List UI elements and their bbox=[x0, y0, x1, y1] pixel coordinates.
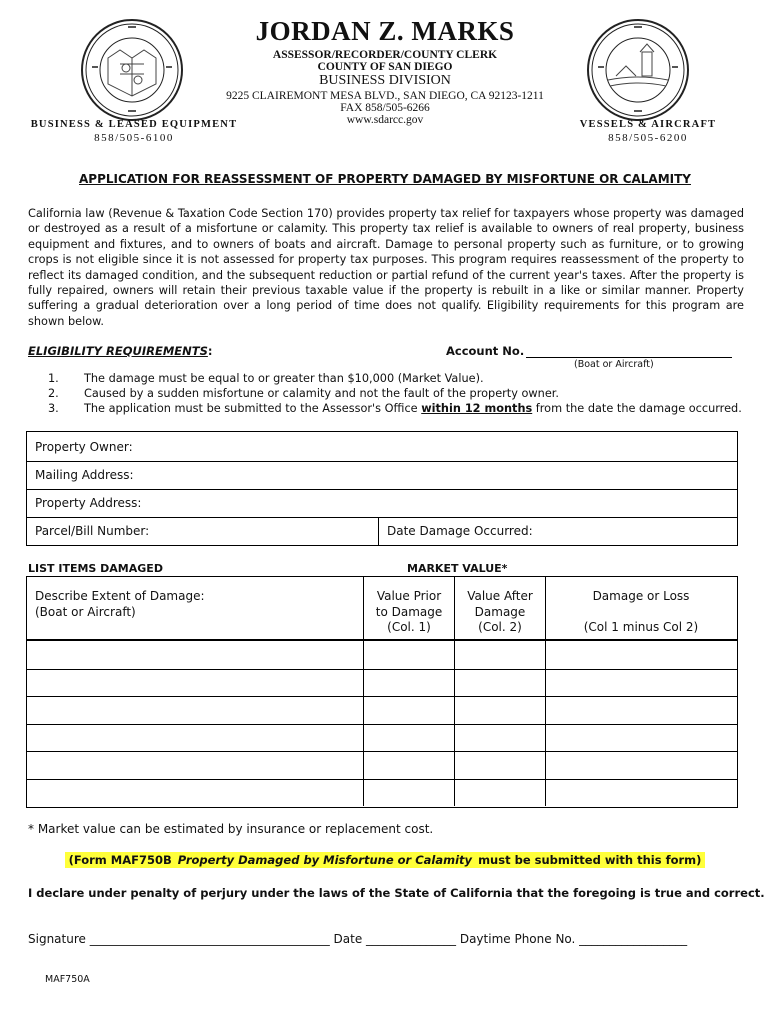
county-name: COUNTY OF SAN DIEGO bbox=[317, 61, 453, 73]
requirement-number: 2. bbox=[48, 387, 59, 400]
account-number-field[interactable] bbox=[526, 357, 732, 358]
requirement-text bbox=[84, 402, 742, 415]
property-address-label: Property Address: bbox=[35, 496, 142, 510]
table-row[interactable] bbox=[27, 696, 737, 725]
table-row[interactable] bbox=[27, 751, 737, 780]
requirement-text: Caused by a sudden misfortune or calamity and not the fault of the property owner. bbox=[84, 387, 559, 400]
list-items-label: LIST ITEMS DAMAGED bbox=[28, 562, 163, 575]
table-row[interactable] bbox=[27, 641, 737, 670]
date-damage-label: Date Damage Occurred: bbox=[387, 524, 533, 538]
market-value-label: MARKET VALUE* bbox=[407, 562, 508, 575]
notice-post: must be submitted with this form) bbox=[474, 853, 702, 867]
form-requirement-notice bbox=[0, 853, 770, 867]
damage-loss-header-line: (Col 1 minus Col 2) bbox=[583, 619, 699, 634]
requirement-number: 3. bbox=[48, 402, 59, 415]
intro-paragraph: California law (Revenue & Taxation Code Section 170) provides property tax relief for taxpayers whose property was damaged or destroyed as a result of a misfortune or calamity. This property tax relief is available to owners of real property, business equipment and fixtures, and to owners of boats and aircraft. Damage to personal property such as furniture, or to growing crops is not eligible since it is not assessed for property tax purposes. This program requires reassessment of the property to reflect its damaged condition, and the subsequent reduction or partial refund of the current year's taxes. After the property is fully repaired, owners will retain their previous taxable value if the property is rebuilt in a like or similar manner. Property suffering a gradual deterioration over a long period of time does not qualify. Eligibility requirements for this program are shown below. bbox=[28, 207, 744, 328]
requirement-text-pre: The application must be submitted to the Assessor's Office bbox=[84, 402, 422, 415]
form-number: MAF750A bbox=[45, 974, 90, 985]
assessor-title: ASSESSOR/RECORDER/COUNTY CLERK bbox=[272, 49, 498, 61]
value-after-header-line: Damage bbox=[474, 604, 526, 619]
business-equipment-phone: 858/505-6100 bbox=[94, 132, 174, 144]
describe-header bbox=[35, 589, 205, 620]
requirement-deadline: within 12 months bbox=[421, 402, 533, 415]
notice-pre: (Form MAF750B bbox=[68, 853, 176, 867]
value-after-header-line: (Col. 2) bbox=[478, 620, 522, 634]
value-after-header bbox=[455, 589, 545, 636]
website[interactable]: www.sdarcc.gov bbox=[346, 114, 424, 126]
eligibility-colon: : bbox=[207, 344, 213, 358]
parcel-divider bbox=[378, 517, 379, 545]
office-address: 9225 CLAIREMONT MESA BLVD., SAN DIEGO, CA 92123-1211 bbox=[226, 90, 544, 102]
describe-header-line: Describe Extent of Damage: bbox=[35, 589, 205, 603]
business-equipment-title: BUSINESS & LEASED EQUIPMENT bbox=[30, 119, 238, 130]
signature-line[interactable]: Signature ________________________________________ Date _______________ Daytime Phone No. __________________ bbox=[28, 932, 688, 946]
value-prior-header-line: (Col. 1) bbox=[387, 620, 431, 634]
eligibility-heading: ELIGIBILITY REQUIREMENTS bbox=[28, 344, 208, 358]
notice-form-name: Property Damaged by Misfortune or Calamity bbox=[177, 853, 473, 867]
requirement-text-post: from the date the damage occurred. bbox=[532, 402, 742, 415]
value-prior-header-line: Value Prior bbox=[376, 589, 442, 603]
table-header bbox=[27, 577, 737, 641]
division-name: BUSINESS DIVISION bbox=[319, 73, 451, 88]
requirement-text: The damage must be equal to or greater than $10,000 (Market Value). bbox=[84, 372, 484, 385]
mailing-address-row[interactable] bbox=[27, 461, 737, 490]
value-after-header-line: Value After bbox=[467, 589, 533, 603]
table-row[interactable] bbox=[27, 779, 737, 807]
damage-loss-header bbox=[546, 589, 736, 635]
property-info-box bbox=[26, 431, 738, 546]
vessels-aircraft-phone: 858/505-6200 bbox=[608, 132, 688, 144]
damage-loss-header-line: Damage or Loss bbox=[592, 589, 690, 603]
assessor-name: JORDAN Z. MARKS bbox=[255, 16, 515, 46]
parcel-number-label: Parcel/Bill Number: bbox=[35, 524, 150, 538]
perjury-declaration: I declare under penalty of perjury under the laws of the State of California that the foregoing is true and correct. bbox=[28, 886, 765, 900]
market-value-footnote: * Market value can be estimated by insurance or replacement cost. bbox=[28, 822, 434, 836]
damaged-items-table bbox=[26, 576, 738, 808]
describe-header-line: (Boat or Aircraft) bbox=[35, 604, 136, 619]
table-row[interactable] bbox=[27, 669, 737, 698]
value-prior-header-line: to Damage bbox=[375, 604, 443, 619]
account-note: (Boat or Aircraft) bbox=[574, 359, 654, 370]
form-title: APPLICATION FOR REASSESSMENT OF PROPERTY DAMAGED BY MISFORTUNE OR CALAMITY bbox=[79, 172, 691, 186]
fax-number: FAX 858/505-6266 bbox=[340, 102, 430, 114]
property-owner-row[interactable] bbox=[27, 432, 737, 462]
property-address-row[interactable] bbox=[27, 489, 737, 518]
highlight-mark bbox=[65, 852, 706, 868]
account-label: Account No. bbox=[446, 344, 525, 358]
requirement-number: 1. bbox=[48, 372, 59, 385]
parcel-date-row bbox=[27, 517, 737, 545]
vessels-aircraft-title: VESSELS & AIRCRAFT bbox=[579, 119, 717, 130]
table-row[interactable] bbox=[27, 724, 737, 753]
value-prior-header bbox=[364, 589, 454, 636]
eligibility-heading-wrap bbox=[28, 344, 212, 358]
mailing-address-label: Mailing Address: bbox=[35, 468, 134, 482]
property-owner-label: Property Owner: bbox=[35, 440, 133, 454]
